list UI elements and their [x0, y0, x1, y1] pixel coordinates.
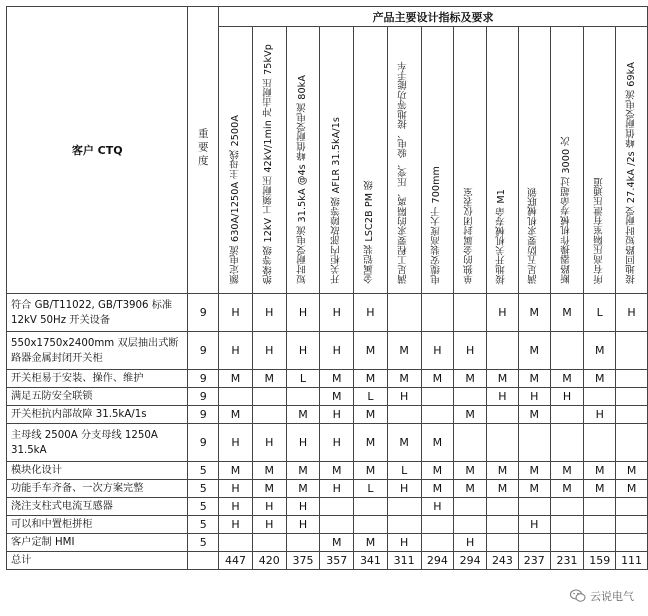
- relation-cell: [286, 534, 320, 552]
- total-value-cell: 111: [616, 552, 648, 570]
- relation-cell: M: [354, 406, 388, 424]
- table-row: [7, 332, 648, 370]
- relation-cell: [616, 406, 648, 424]
- relation-cell: M: [454, 370, 487, 388]
- importance-header: [188, 7, 219, 294]
- table-row: [7, 480, 648, 498]
- relation-cell: [421, 294, 454, 332]
- ctq-row-label: 开关柜易于安装、操作、维护: [7, 370, 188, 388]
- spec-column-header-text: 所有高压隔室有泄压通道: [593, 177, 605, 284]
- relation-cell: H: [387, 480, 421, 498]
- relation-cell: M: [387, 370, 421, 388]
- relation-cell: H: [550, 388, 584, 406]
- relation-cell: [320, 498, 354, 516]
- relation-cell: [454, 424, 487, 462]
- relation-cell: M: [320, 370, 354, 388]
- relation-cell: M: [454, 462, 487, 480]
- relation-cell: [616, 370, 648, 388]
- relation-cell: M: [584, 370, 616, 388]
- table-row: [7, 424, 648, 462]
- relation-cell: [252, 406, 286, 424]
- relation-cell: M: [421, 462, 454, 480]
- relation-cell: H: [286, 498, 320, 516]
- relation-cell: M: [354, 332, 388, 370]
- relation-cell: [584, 424, 616, 462]
- relation-cell: [421, 388, 454, 406]
- table-row: [7, 462, 648, 480]
- relation-cell: M: [219, 406, 253, 424]
- ctq-row-label: 符合 GB/T11022, GB/T3906 标准 12kV 50Hz 开关设备: [7, 294, 188, 332]
- relation-cell: [487, 498, 519, 516]
- relation-cell: M: [584, 480, 616, 498]
- relation-cell: [286, 388, 320, 406]
- relation-cell: [454, 498, 487, 516]
- relation-cell: M: [584, 332, 616, 370]
- spec-column-header: [487, 27, 519, 294]
- table-row: [7, 534, 648, 552]
- relation-cell: M: [320, 534, 354, 552]
- relation-cell: H: [518, 516, 550, 534]
- relation-cell: M: [616, 480, 648, 498]
- importance-cell: 9: [188, 370, 219, 388]
- spec-column-header-text: 额定电流 630A/1250A 主母线 2500A: [229, 115, 241, 284]
- relation-cell: [387, 406, 421, 424]
- relation-cell: [616, 534, 648, 552]
- relation-cell: H: [286, 332, 320, 370]
- relation-cell: M: [518, 462, 550, 480]
- total-row: [7, 552, 648, 570]
- spec-column-header: [550, 27, 584, 294]
- relation-cell: [421, 534, 454, 552]
- table-row: [7, 294, 648, 332]
- relation-cell: [454, 516, 487, 534]
- relation-cell: [616, 424, 648, 462]
- relation-cell: H: [518, 388, 550, 406]
- relation-cell: [421, 406, 454, 424]
- total-value-cell: 231: [550, 552, 584, 570]
- relation-cell: M: [487, 480, 519, 498]
- relation-cell: M: [387, 332, 421, 370]
- relation-cell: [487, 406, 519, 424]
- relation-cell: L: [584, 294, 616, 332]
- importance-cell: 5: [188, 534, 219, 552]
- relation-cell: [354, 516, 388, 534]
- relation-cell: M: [354, 424, 388, 462]
- relation-cell: H: [320, 406, 354, 424]
- spec-column-header: [286, 27, 320, 294]
- relation-cell: [387, 294, 421, 332]
- relation-cell: [487, 516, 519, 534]
- total-label: 总计: [7, 552, 188, 570]
- relation-cell: H: [354, 294, 388, 332]
- relation-cell: [387, 498, 421, 516]
- relation-cell: M: [518, 480, 550, 498]
- importance-cell: 5: [188, 516, 219, 534]
- relation-cell: M: [454, 406, 487, 424]
- ctq-row-label: 客户定制 HMI: [7, 534, 188, 552]
- relation-cell: M: [252, 462, 286, 480]
- table-row: [7, 370, 648, 388]
- importance-cell: 5: [188, 462, 219, 480]
- relation-cell: M: [354, 534, 388, 552]
- ctq-row-label: 满足五防安全联锁: [7, 388, 188, 406]
- relation-cell: M: [550, 294, 584, 332]
- relation-cell: [584, 388, 616, 406]
- relation-cell: L: [354, 388, 388, 406]
- spec-column-header: [252, 27, 286, 294]
- spec-column-header-text: 接地回路短时耐受 27.4kA /2s 峰值耐受电流 69kA: [625, 62, 637, 284]
- relation-cell: [616, 516, 648, 534]
- relation-cell: [354, 498, 388, 516]
- relation-cell: L: [286, 370, 320, 388]
- relation-cell: M: [550, 480, 584, 498]
- relation-cell: H: [421, 498, 454, 516]
- relation-cell: M: [219, 370, 253, 388]
- relation-cell: [550, 332, 584, 370]
- table-row: [7, 516, 648, 534]
- spec-column-header: [354, 27, 388, 294]
- relation-cell: H: [219, 516, 253, 534]
- relation-cell: H: [320, 332, 354, 370]
- spec-column-header-text: 金属铠装 LSC2B PM 级: [364, 180, 376, 284]
- spec-column-header-text: 接地开关机械寿命 M1: [496, 188, 508, 284]
- design-spec-group-header: 产品主要设计指标及要求: [219, 7, 648, 27]
- spec-column-header: [584, 27, 616, 294]
- relation-cell: M: [421, 370, 454, 388]
- relation-cell: H: [286, 294, 320, 332]
- ctq-row-label: 550x1750x2400mm 双层抽出式断路器金属封闭开关柜: [7, 332, 188, 370]
- relation-cell: H: [219, 498, 253, 516]
- relation-cell: M: [387, 424, 421, 462]
- relation-cell: [518, 424, 550, 462]
- importance-cell: 5: [188, 480, 219, 498]
- relation-cell: H: [320, 294, 354, 332]
- relation-cell: [584, 516, 616, 534]
- total-value-cell: 375: [286, 552, 320, 570]
- relation-cell: [219, 388, 253, 406]
- relation-cell: [584, 534, 616, 552]
- total-value-cell: 294: [454, 552, 487, 570]
- ctq-row-label: 主母线 2500A 分支母线 1250A 31.5kA: [7, 424, 188, 462]
- table-row: [7, 498, 648, 516]
- relation-cell: M: [518, 406, 550, 424]
- relation-cell: M: [219, 462, 253, 480]
- relation-cell: [518, 534, 550, 552]
- total-importance-cell: [188, 552, 219, 570]
- relation-cell: M: [421, 424, 454, 462]
- relation-cell: [454, 388, 487, 406]
- ctq-row-label: 功能手车齐备、一次方案完整: [7, 480, 188, 498]
- ctq-row-label: 浇注支柱式电流互感器: [7, 498, 188, 516]
- relation-cell: [616, 332, 648, 370]
- relation-cell: M: [286, 406, 320, 424]
- relation-cell: M: [454, 480, 487, 498]
- relation-cell: M: [286, 462, 320, 480]
- importance-cell: 5: [188, 498, 219, 516]
- relation-cell: H: [252, 498, 286, 516]
- relation-cell: M: [584, 462, 616, 480]
- relation-cell: H: [219, 424, 253, 462]
- relation-cell: [550, 534, 584, 552]
- relation-cell: M: [354, 462, 388, 480]
- relation-cell: M: [320, 462, 354, 480]
- table-row: [7, 406, 648, 424]
- spec-column-header-text: 断路器操作机械寿命超过 3000 次: [560, 136, 572, 284]
- relation-cell: [487, 424, 519, 462]
- ctq-header: 客户 CTQ: [7, 7, 188, 294]
- relation-cell: [252, 534, 286, 552]
- spec-column-header: [616, 27, 648, 294]
- total-value-cell: 159: [584, 552, 616, 570]
- relation-cell: H: [219, 332, 253, 370]
- spec-column-header: [219, 27, 253, 294]
- relation-cell: H: [421, 332, 454, 370]
- spec-column-header-text: 单独的金属封闭仪表室: [464, 187, 476, 284]
- total-value-cell: 311: [387, 552, 421, 570]
- relation-cell: [584, 498, 616, 516]
- total-value-cell: 243: [487, 552, 519, 570]
- spec-column-header: [387, 27, 421, 294]
- ctq-row-label: 模块化设计: [7, 462, 188, 480]
- spec-column-header-text: 开关柜内部故障等级 AFLR 31.5kA/1s: [330, 117, 342, 284]
- relation-cell: H: [454, 332, 487, 370]
- relation-cell: M: [252, 370, 286, 388]
- spec-column-header: [320, 27, 354, 294]
- relation-cell: M: [354, 370, 388, 388]
- spec-column-header-text: 满足工程要求的隔离、压变、验电、接地等功能手车: [398, 60, 410, 284]
- relation-cell: M: [518, 294, 550, 332]
- relation-cell: H: [320, 424, 354, 462]
- relation-cell: [487, 332, 519, 370]
- relation-cell: [320, 516, 354, 534]
- relation-cell: H: [252, 294, 286, 332]
- relation-cell: M: [487, 462, 519, 480]
- relation-cell: H: [219, 294, 253, 332]
- relation-cell: M: [518, 370, 550, 388]
- relation-cell: [616, 498, 648, 516]
- relation-cell: H: [252, 332, 286, 370]
- relation-cell: [550, 424, 584, 462]
- importance-cell: 9: [188, 388, 219, 406]
- relation-cell: [518, 498, 550, 516]
- total-value-cell: 357: [320, 552, 354, 570]
- ctq-matrix-table: [6, 6, 648, 570]
- spec-column-header: [518, 27, 550, 294]
- relation-cell: H: [219, 480, 253, 498]
- importance-cell: 9: [188, 332, 219, 370]
- spec-column-header-text: 电缆安装高度大于 700mm: [431, 165, 443, 284]
- importance-cell: 9: [188, 294, 219, 332]
- importance-cell: 9: [188, 406, 219, 424]
- relation-cell: [252, 388, 286, 406]
- table-row: [7, 388, 648, 406]
- relation-cell: M: [518, 332, 550, 370]
- relation-cell: [550, 406, 584, 424]
- ctq-row-label: 可以和中置柜拼柜: [7, 516, 188, 534]
- relation-cell: M: [320, 388, 354, 406]
- relation-cell: [550, 516, 584, 534]
- spec-column-header-text: 满足五防要求机械联锁: [528, 187, 540, 284]
- relation-cell: M: [421, 480, 454, 498]
- watermark-text: 云说电气: [590, 590, 634, 603]
- ctq-table-wrap: [6, 6, 648, 570]
- total-value-cell: 420: [252, 552, 286, 570]
- spec-column-header-text: 短时耐受电流 31.5kA @4s 峰值耐受电流 80kA: [296, 75, 308, 284]
- ctq-row-label: 开关柜抗内部故障 31.5kA/1s: [7, 406, 188, 424]
- relation-cell: H: [487, 388, 519, 406]
- watermark: [570, 588, 634, 604]
- relation-cell: L: [354, 480, 388, 498]
- spec-column-header-text: 绝缘等级 12kV 工频耐压 42kV/1min 冲击耐压 75kVp: [263, 43, 275, 284]
- relation-cell: [421, 516, 454, 534]
- relation-cell: H: [387, 388, 421, 406]
- relation-cell: H: [487, 294, 519, 332]
- relation-cell: H: [454, 534, 487, 552]
- relation-cell: H: [387, 534, 421, 552]
- total-value-cell: 237: [518, 552, 550, 570]
- importance-header-text: 重要度: [196, 128, 209, 169]
- spec-column-header: [454, 27, 487, 294]
- relation-cell: [487, 534, 519, 552]
- total-value-cell: 341: [354, 552, 388, 570]
- relation-cell: H: [616, 294, 648, 332]
- relation-cell: M: [550, 462, 584, 480]
- relation-cell: M: [550, 370, 584, 388]
- relation-cell: L: [387, 462, 421, 480]
- relation-cell: [550, 498, 584, 516]
- relation-cell: H: [584, 406, 616, 424]
- total-value-cell: 447: [219, 552, 253, 570]
- relation-cell: [219, 534, 253, 552]
- relation-cell: [616, 388, 648, 406]
- total-value-cell: 294: [421, 552, 454, 570]
- relation-cell: M: [487, 370, 519, 388]
- importance-cell: 9: [188, 424, 219, 462]
- relation-cell: M: [616, 462, 648, 480]
- wechat-icon: [570, 589, 586, 603]
- relation-cell: H: [286, 516, 320, 534]
- relation-cell: H: [252, 516, 286, 534]
- relation-cell: [387, 516, 421, 534]
- relation-cell: H: [320, 480, 354, 498]
- relation-cell: M: [286, 480, 320, 498]
- relation-cell: [454, 294, 487, 332]
- spec-column-header: [421, 27, 454, 294]
- relation-cell: H: [252, 424, 286, 462]
- relation-cell: M: [252, 480, 286, 498]
- relation-cell: H: [286, 424, 320, 462]
